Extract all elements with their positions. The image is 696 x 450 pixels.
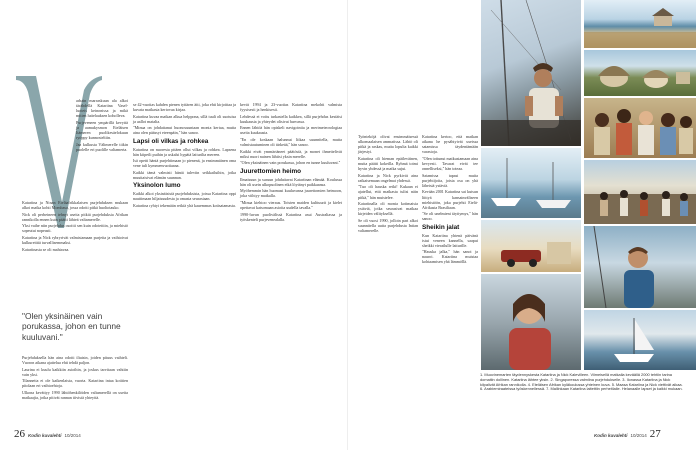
body-paragraph: "Minua on johdattanut huonosuuntaan monta kertaa, mutta aina olen päässyt eteenpäin," hän sanoo. <box>133 125 236 136</box>
body-paragraph: Ulkona kevättyy 1990 lähtöhenkilöiden valtamerellä on useita matkaajia, jotka pitivät rannan tiivistä yhteyttä. <box>22 390 128 401</box>
body-paragraph: "Olen tottunut matkustamaan aina kevyesti. Tavarat eivät tee onnelliseksi," hän toteaa. <box>422 155 478 172</box>
photo-desert-car <box>481 220 581 272</box>
issue-number: 10/2014 <box>64 433 81 438</box>
body-paragraph: Katariina on nuoresta pitäen ollut vilkas ja rohkea. Lapsena hän kiipeili puihin ja uskalsi hypätä laiturilta mereen. <box>133 146 236 157</box>
magazine-name: Kodin kuvalehti <box>594 433 628 438</box>
body-paragraph: Lehdessä ei voitu tarkastella kaikkea, sillä purjehdus kestäisi kuukausia ja yhteydet olisivat harvassa. <box>240 113 342 124</box>
folio-right <box>594 428 661 440</box>
body-paragraph: "Tuo oli hauska retki! Kukaan ei ajatellut, että matkasta tulisi näin pitkä," hän muistelee. <box>358 184 418 200</box>
photo-boats-harbor <box>481 148 581 218</box>
body-paragraph: Työnteköjä olivat ensimmäisessä ulkomaalaisen ammatissa. Lähtö oli pitkä ja raskas, mutta lopulta kaikki järjestyi. <box>358 134 418 155</box>
intro-paragraph: Purjeveneen ympärillä kevyttä ja aamukysmon Eteläisen Itämeren puolikesäelokuun ryöppy kunnosteltiin. <box>76 119 128 141</box>
body-paragraph: Katariina ja Ninan Eteläafrikkalaisen purjehduksen mukaan alkoi matka kohti Mombasa, jossa odotti pitkä huoltotauko. <box>22 200 128 211</box>
body-paragraph: Katariina kertoo, että matkan aikana he pysähtyivät useissa satamissa täydentämään varastoja. <box>422 134 478 155</box>
body-paragraph: kevät 1994 ja 23-vuotias Katariina mekohti valmista fyysisesti ja henkisesti. <box>240 102 342 113</box>
subheading: Yksinolon lumo <box>133 182 181 190</box>
body-paragraph: Myöhemmin hän huomasi kuuluvansa juurettomien heimoon, joka viihtyy matkalla. <box>240 188 342 199</box>
body-paragraph: Ennen lähtöä hän opiskeli navigointia ja merimeteorologiaa useita kuukausia. <box>240 125 342 136</box>
photo-caption: 1. Muovinemarten täydennyskesta Katariina ja Nick Kalevilleen. Viimeisellä matkalla keväällä 2000 tehtiin tarina domaitin dollinen. Katariina lähtee yksin. 2. Singaporessa valmiina purjehdukselle. 3. Ilonassa Katariina ja Nick kilpalivät Afrikan rannikolla. 4. Eteläisen Afrikan kyläkoulussa yhteinen kuva. 5. Maasa Katariina ja Nick viettivät aikaa. 6. Arabiemiraateissa työskennellessä. 7. Mallinkaan Katariina laitettiin perhetilalle. Helanaalle lapset ja kaikki mukaan. <box>480 372 683 392</box>
column-2 <box>133 102 236 209</box>
body-paragraph: Kevään 2001 Katariina sai kutsun liittyä kansainväliseen miehistöön, joka purjehti Etelä-Afrikasta Brasiliaan. <box>422 189 478 210</box>
body-paragraph: Katariinasta se oli mahtavaa. <box>22 246 70 252</box>
body-paragraph: Kaikki eivät ymmärtäneet päätöstä, ja monet ihmettelivät miksi nuori nainen lähtisi yksin merelle. <box>240 148 342 159</box>
body-paragraph: Kun Katariina yhtenä päivänä istui veneen kannella, saapui sheikki vierailulle laiturille. <box>422 232 478 248</box>
right-column-2 <box>422 134 478 266</box>
intro-column <box>76 98 128 153</box>
body-paragraph: "En ole koskaan halunnut liikaa suunnitella, mutta valmistautuminen oli tärkeää," hän sanoo. <box>240 137 342 148</box>
photo-sailboat-woman <box>481 0 581 146</box>
body-paragraph: Isä opetti häntä purjehtimaan jo pienenä, ja ensimmäinen oma vene tuli kymmenvuotiaana. <box>133 158 236 169</box>
body-paragraph: Laurina ei kuulu kaikkiin asioihin, ja joskus tarvitaan vahtiin vain yksi. <box>22 366 128 377</box>
body-paragraph: Kaikki tämä valmisti häntä tuleviin seikkailuihin, jotka muuttaisivat elämän suunnan. <box>133 169 236 181</box>
body-paragraph: "Minua kiehtoo vieraus. Toisten maiden kulttuurit ja kielet opettavat katsomaan asioita uudella tavalla." <box>240 199 342 210</box>
body-paragraph: Kaikki alkoi yksinäisistä purjehduksista, joissa Katariina oppi nauttimaan hiljaisuudesta ja omasta seurastaan. <box>133 191 236 202</box>
photo-crowd-market <box>584 160 696 224</box>
photo-huts-village <box>584 50 696 96</box>
photo-village-children <box>584 98 696 158</box>
body-paragraph: Katariina ja Nick rybryrivät valmistamaan purjeita ja vaihtoivat kulkureittiä turvallisemmaksi. <box>22 235 128 246</box>
column-3 <box>240 102 342 223</box>
body-paragraph: 1990-luvun puolivälissä Katariina asui Australiassa ja työskenteli purjevenealalla. <box>240 211 342 222</box>
intro-paragraph: arhain marraskuun ala alkoi tärähdellä Katariina Vasel- luoteis keinonissa ja mikä mitien luttelauksen koholleva. <box>76 98 128 119</box>
subheading: Juurettomien heimo <box>240 167 302 175</box>
body-paragraph: Satamissa tapasi muita purjehtijoita, joista osa on yhä läheisiä ystäviä. <box>422 172 478 188</box>
body-paragraph: se 42-vuotias kahden pienen tyttären äiti, joka ehti kirjoittaa ja kuvata matkasta kertovaa kirjaa. <box>133 102 236 113</box>
body-paragraph: Katariina ja Nick pyrkivät aina ratkaisemaan ongelmat yhdessä. <box>358 172 418 183</box>
body-paragraph: Katariina ryhtyi tekemään retkiä yhä kauemmas kotisatamasta. <box>133 202 236 208</box>
intro-paragraph: Jaa kulkusta Välimerelle tiikin puolelle eri puolille valtamerta. <box>76 141 128 152</box>
body-paragraph: "Olen yksinäinen vain porukassa, johon en tunne kuuluvani." <box>240 160 341 166</box>
body-paragraph: Ilmaisuun ja suruun johdattavat Katariinan elämää. Koulussa hän oli usein ulkopuolinen eikä löytänyt paikkaansa. <box>240 176 342 187</box>
body-paragraph: Katariina kuvaa matkan alkua helppona, sillä tuuli oli suotuisa ja aallot matalia. <box>133 113 236 124</box>
magazine-name: Kodin kuvalehti <box>28 433 62 438</box>
body-paragraph: "Se oli unelmieni täyttymys," hän sanoo. <box>422 211 478 222</box>
subheading: Lapsi oli vilkas ja rohkea <box>133 137 209 145</box>
photo-woman-portrait <box>481 274 581 370</box>
page-number: 26 <box>14 428 25 440</box>
column-1 <box>22 200 128 253</box>
photo-beach-landscape <box>584 0 696 48</box>
body-paragraph: Purjehduksella hän aina odotti iltaisin, joiden pituus vaihteli. Vuoron aikana ajattelua ehti tehdä paljon. <box>22 355 128 366</box>
body-paragraph: Se oli vuosi 1990, jolloin pari alkoi suunnitella uutta purjehdusta Intian valtamerelle. <box>358 217 418 234</box>
right-column-1 <box>358 134 418 235</box>
body-paragraph: Nick oli perheineen tehnyt useita pitkiä purjehduksia Afrikan rannikolla ennen kuin päätti lähteä valtamerelle. <box>22 211 128 222</box>
photo-man-on-boat <box>584 226 696 308</box>
photo-sea-sunset <box>584 310 696 370</box>
folio-left <box>14 428 81 440</box>
issue-number: 10/2014 <box>630 433 647 438</box>
body-paragraph: Katariinalla oli monia kotimaisia ystäviä, jotka seurasivat matkaa kirjeiden välityksellä. <box>358 201 418 217</box>
body-paragraph: "Hauska jalka," hän sanoi ja nauroi. Katariina muistaa kohtaamisen yhä lämmöllä. <box>422 249 478 265</box>
column-1-lower <box>22 355 128 402</box>
subheading: Sheikin jalat <box>422 223 460 231</box>
body-paragraph: Tilannetta ei ole kaikenlaista, vuorta. Katariina intaa kotitien pitolaan eri vaihtoehtoja. <box>22 378 128 389</box>
pull-quote: "Olen yksinäinen vain porukassa, johon en tunne kuuluvani." <box>22 311 121 342</box>
page-number: 27 <box>649 428 661 440</box>
body-paragraph: Katariina oli hieman epäileväinen, mutta päätti kokeilla. Ryhmä toimi hyvin yhdessä ja matka sujui. <box>358 155 418 172</box>
body-paragraph: Yksi vaihe niin purjehdus osoitti sen kuin odotettiin, ja miehistö sopeutui nopeasti. <box>22 223 128 234</box>
